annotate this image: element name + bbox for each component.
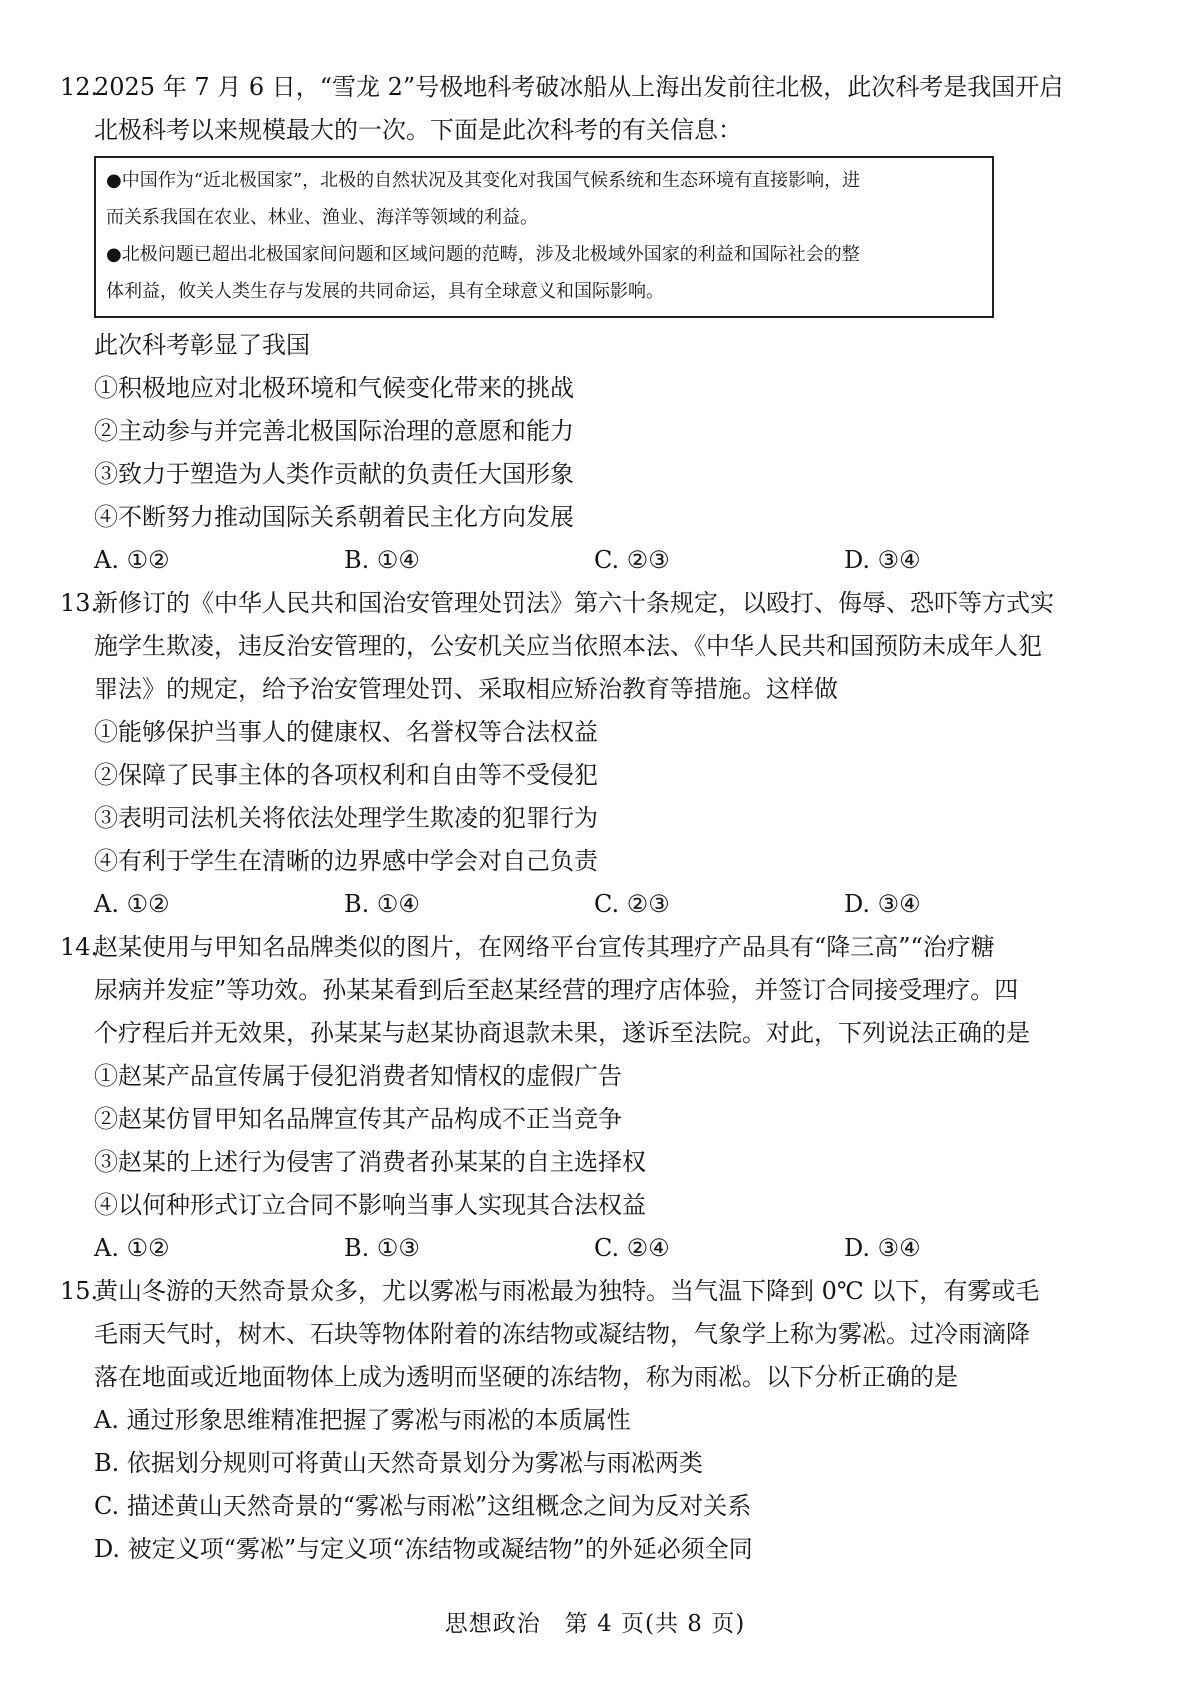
- stem-line: 赵某使用与甲知名品牌类似的图片，在网络平台宣传其理疗产品具有“降三高”“治疗糖: [94, 933, 995, 961]
- info-box: [94, 156, 994, 318]
- page-footer: 思想政治 第 4 页(共 8 页): [444, 1611, 746, 1637]
- question-number: 14.: [60, 933, 99, 961]
- choice-a[interactable]: A. ①②: [94, 1234, 170, 1262]
- stem-line: 罪法》的规定，给予治安管理处罚、采取相应矫治教育等措施。这样做: [94, 675, 838, 703]
- statement-item: ②主动参与并完善北极国际治理的意愿和能力: [94, 417, 574, 445]
- stem-line: 个疗程后并无效果，孙某某与赵某协商退款未果，遂诉至法院。对此，下列说法正确的是: [94, 1019, 1030, 1047]
- choice-c[interactable]: C. ②④: [594, 1234, 670, 1262]
- stem-line: 落在地面或近地面物体上成为透明而坚硬的冻结物，称为雨凇。以下分析正确的是: [94, 1363, 958, 1391]
- statement-item: ②保障了民事主体的各项权利和自由等不受侵犯: [94, 761, 598, 789]
- choice-d[interactable]: D. 被定义项“雾凇”与定义项“冻结物或凝结物”的外延必须全同: [94, 1535, 753, 1563]
- question-15: [60, 1270, 1130, 1571]
- question-14-stem: [60, 926, 1130, 1055]
- question-12: [60, 66, 1130, 582]
- question-lead: 此次科考彰显了我国: [94, 331, 310, 359]
- choice-b[interactable]: B. ①④: [344, 546, 420, 574]
- info-line: ●中国作为“近北极国家”，北极的自然状况及其变化对我国气候系统和生态环境有直接影响，进: [106, 170, 861, 191]
- stem-line: 北极科考以来规模最大的一次。下面是此次科考的有关信息：: [94, 116, 742, 144]
- statement-item: ③表明司法机关将依法处理学生欺凌的犯罪行为: [94, 804, 598, 832]
- answer-choices: [60, 539, 1130, 582]
- choice-a[interactable]: A. ①②: [94, 546, 170, 574]
- choice-a[interactable]: A. 通过形象思维精准把握了雾凇与雨凇的本质属性: [94, 1406, 631, 1434]
- choice-d[interactable]: D. ③④: [844, 546, 921, 574]
- question-number: 12.: [60, 73, 99, 101]
- answer-choices: [60, 883, 1130, 926]
- stem-line: 2025 年 7 月 6 日，“雪龙 2”号极地科考破冰船从上海出发前往北极，此次科考是我国开启: [94, 73, 1064, 101]
- question-13: [60, 582, 1130, 926]
- statement-item: ④以何种形式订立合同不影响当事人实现其合法权益: [94, 1191, 646, 1219]
- answer-choices: [60, 1227, 1130, 1270]
- statement-item: ③赵某的上述行为侵害了消费者孙某某的自主选择权: [94, 1148, 646, 1176]
- info-line: ●北极问题已超出北极国家间问题和区域问题的范畴，涉及北极域外国家的利益和国际社会的整: [106, 244, 860, 265]
- choice-c[interactable]: C. ②③: [594, 546, 670, 574]
- stem-line: 毛雨天气时，树木、石块等物体附着的冻结物或凝结物，气象学上称为雾凇。过冷雨滴降: [94, 1320, 1030, 1348]
- stem-line: 黄山冬游的天然奇景众多，尤以雾凇与雨凇最为独特。当气温下降到 0℃ 以下，有雾或毛: [94, 1277, 1040, 1305]
- statement-item: ①能够保护当事人的健康权、名誉权等合法权益: [94, 718, 598, 746]
- question-12-stem: [60, 66, 1130, 152]
- info-line: 而关系我国在农业、林业、渔业、海洋等领域的利益。: [106, 207, 538, 228]
- question-14: [60, 926, 1130, 1270]
- choice-c[interactable]: C. ②③: [594, 890, 670, 918]
- choice-b[interactable]: B. ①④: [344, 890, 420, 918]
- question-13-stem: [60, 582, 1130, 711]
- statement-item: ③致力于塑造为人类作贡献的负责任大国形象: [94, 460, 574, 488]
- statement-item: ①积极地应对北极环境和气候变化带来的挑战: [94, 374, 574, 402]
- statement-item: ①赵某产品宣传属于侵犯消费者知情权的虚假广告: [94, 1062, 622, 1090]
- question-number: 15.: [60, 1277, 99, 1305]
- choice-d[interactable]: D. ③④: [844, 890, 921, 918]
- stem-line: 尿病并发症”等功效。孙某某看到后至赵某经营的理疗店体验，并签订合同接受理疗。四: [94, 976, 1019, 1004]
- stem-line: 施学生欺凌，违反治安管理的，公安机关应当依照本法、《中华人民共和国预防未成年人犯: [94, 632, 1042, 660]
- choice-b[interactable]: B. ①③: [344, 1234, 420, 1262]
- statement-item: ④有利于学生在清晰的边界感中学会对自己负责: [94, 847, 598, 875]
- question-number: 13.: [60, 589, 99, 617]
- statement-item: ②赵某仿冒甲知名品牌宣传其产品构成不正当竞争: [94, 1105, 622, 1133]
- statement-item: ④不断努力推动国际关系朝着民主化方向发展: [94, 503, 574, 531]
- choice-d[interactable]: D. ③④: [844, 1234, 921, 1262]
- info-line: 体利益，攸关人类生存与发展的共同命运，具有全球意义和国际影响。: [106, 281, 664, 302]
- choice-c[interactable]: C. 描述黄山天然奇景的“雾凇与雨凇”这组概念之间为反对关系: [94, 1492, 752, 1520]
- question-15-stem: [60, 1270, 1130, 1399]
- choice-a[interactable]: A. ①②: [94, 890, 170, 918]
- choice-b[interactable]: B. 依据划分规则可将黄山天然奇景划分为雾凇与雨凇两类: [94, 1449, 703, 1477]
- stem-line: 新修订的《中华人民共和国治安管理处罚法》第六十条规定，以殴打、侮辱、恐吓等方式实: [94, 589, 1054, 617]
